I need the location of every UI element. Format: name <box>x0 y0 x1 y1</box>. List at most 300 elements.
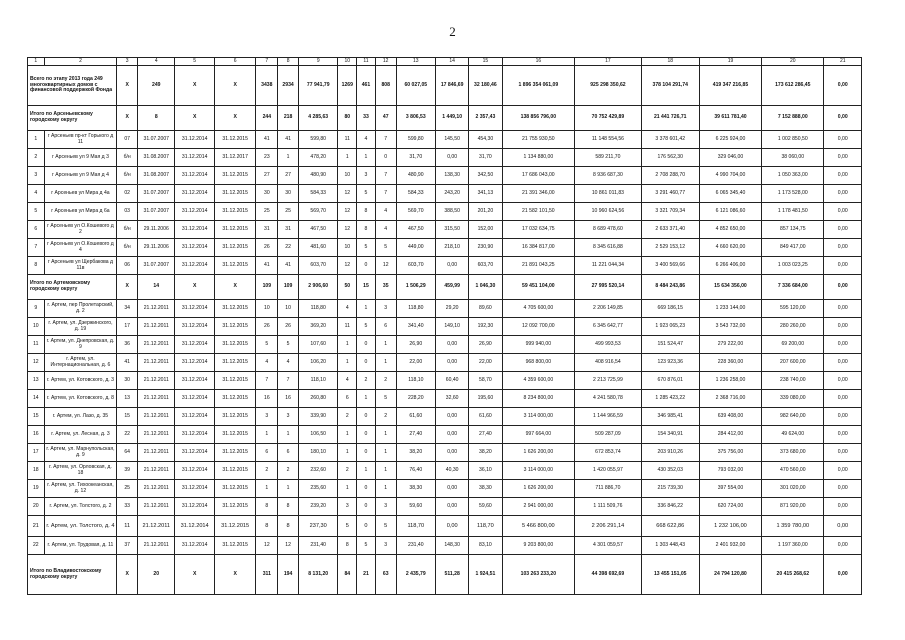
table-cell: 38,30 <box>396 480 435 498</box>
table-cell: 59,60 <box>396 498 435 516</box>
table-cell: X <box>175 555 214 595</box>
table-cell: 478,20 <box>298 149 337 167</box>
table-cell: 06 <box>117 257 138 275</box>
table-cell: 29.11.2006 <box>138 221 175 239</box>
table-cell: 31.12.2015 <box>214 318 256 336</box>
table-cell: 138 856 796,00 <box>502 106 575 131</box>
table-cell: 336 846,22 <box>641 498 699 516</box>
table-cell: 31.12.2015 <box>214 516 256 537</box>
table-cell: 0,00 <box>824 203 862 221</box>
table-cell: 7 <box>375 167 396 185</box>
table-cell: 10 861 011,83 <box>575 185 641 203</box>
table-cell: 7 <box>278 372 299 390</box>
table-cell: 21 582 101,50 <box>502 203 575 221</box>
table-cell: 32,60 <box>436 390 469 408</box>
table-cell: 584,33 <box>396 185 435 203</box>
table-cell: 0 <box>357 444 376 462</box>
table-cell: 31.12.2014 <box>175 537 214 555</box>
housing-program-table <box>27 57 862 595</box>
table-cell: 481,60 <box>298 239 337 257</box>
table-cell: 0,00 <box>436 354 469 372</box>
table-cell: 215 739,30 <box>641 480 699 498</box>
table-cell: 22 <box>278 239 299 257</box>
table-cell: 31.12.2015 <box>214 498 256 516</box>
table-cell: 1 <box>338 354 357 372</box>
table-cell: 670 876,01 <box>641 372 699 390</box>
table-cell: 569,70 <box>298 203 337 221</box>
table-cell: 24 794 120,80 <box>699 555 761 595</box>
table-cell: 59,60 <box>469 498 502 516</box>
table-cell: 22 <box>117 426 138 444</box>
table-cell: 31.12.2014 <box>175 203 214 221</box>
table-cell: б/н <box>117 149 138 167</box>
table-cell: 31.07.2007 <box>138 185 175 203</box>
table-cell: 36,10 <box>469 462 502 480</box>
column-number: 20 <box>762 58 824 66</box>
table-cell: 1 285 423,22 <box>641 390 699 408</box>
table-cell: 21.12.2011 <box>138 372 175 390</box>
table-cell: 584,33 <box>298 185 337 203</box>
table-cell: 0,00 <box>436 408 469 426</box>
table-cell: 0,00 <box>824 462 862 480</box>
table-cell: 21.12.2011 <box>138 480 175 498</box>
column-number: 9 <box>298 58 337 66</box>
table-cell: 3 114 000,00 <box>502 408 575 426</box>
table-cell: 2 357,43 <box>469 106 502 131</box>
table-cell: 0,00 <box>824 537 862 555</box>
table-cell: 31.12.2014 <box>175 167 214 185</box>
column-number: 5 <box>175 58 214 66</box>
table-cell: 459,99 <box>436 275 469 300</box>
table-cell: X <box>214 106 256 131</box>
table-cell: 13 <box>117 390 138 408</box>
table-cell: 76,40 <box>396 462 435 480</box>
table-cell: 5 <box>357 239 376 257</box>
table-cell: 968 800,00 <box>502 354 575 372</box>
table-cell: 21 755 930,50 <box>502 131 575 149</box>
house-address: г Арсеньев ул Мира д 4а <box>44 185 117 203</box>
table-cell: 1 233 144,00 <box>699 300 761 318</box>
table-cell: 201,20 <box>469 203 502 221</box>
table-cell: 480,90 <box>396 167 435 185</box>
table-cell: 480,90 <box>298 167 337 185</box>
table-cell: 31.12.2014 <box>175 336 214 354</box>
table-cell: 668 622,86 <box>641 516 699 537</box>
house-address: г Арсеньев ул Мира д 6а <box>44 203 117 221</box>
table-cell: 1 <box>375 444 396 462</box>
table-cell: 408 916,54 <box>575 354 641 372</box>
column-number: 10 <box>338 58 357 66</box>
table-cell: 103 263 233,20 <box>502 555 575 595</box>
table-cell: б/н <box>117 167 138 185</box>
table-cell: 397 554,00 <box>699 480 761 498</box>
table-cell: 21 391 346,00 <box>502 185 575 203</box>
table-cell: 50 <box>338 275 357 300</box>
table-cell: 793 032,00 <box>699 462 761 480</box>
table-cell: 8 484 243,86 <box>641 275 699 300</box>
table-cell: 16 <box>256 390 278 408</box>
column-number: 8 <box>278 58 299 66</box>
table-cell: 109 <box>256 275 278 300</box>
table-cell: 997 664,00 <box>502 426 575 444</box>
table-cell: 29.11.2006 <box>138 239 175 257</box>
table-cell: 2 <box>278 462 299 480</box>
table-cell: 31 <box>256 221 278 239</box>
table-cell: 871 920,00 <box>762 498 824 516</box>
table-cell: 4 <box>357 131 376 149</box>
table-cell: 373 680,00 <box>762 444 824 462</box>
table-cell: 107,60 <box>298 336 337 354</box>
subtotal-row <box>28 275 862 300</box>
table-cell: 47 <box>375 106 396 131</box>
row-number: 5 <box>28 203 45 221</box>
table-cell: X <box>214 555 256 595</box>
table-cell: 1 <box>256 480 278 498</box>
table-cell: 280 260,00 <box>762 318 824 336</box>
table-cell: 83,10 <box>469 537 502 555</box>
table-cell: 31 <box>278 221 299 239</box>
table-row <box>28 354 862 372</box>
table-cell: 1 173 528,00 <box>762 185 824 203</box>
table-cell: 27 <box>256 167 278 185</box>
table-cell: 21.12.2011 <box>138 390 175 408</box>
table-cell: 38,30 <box>469 480 502 498</box>
table-cell: 26,90 <box>396 336 435 354</box>
table-cell: 857 134,75 <box>762 221 824 239</box>
row-number: 10 <box>28 318 45 336</box>
table-cell: 36 <box>117 336 138 354</box>
table-cell: 31.12.2014 <box>175 185 214 203</box>
table-cell: 5 <box>278 336 299 354</box>
table-cell: 31.12.2015 <box>214 239 256 257</box>
table-cell: 8 <box>278 498 299 516</box>
row-number: 21 <box>28 516 45 537</box>
table-cell: 1 449,10 <box>436 106 469 131</box>
table-cell: 25 <box>278 203 299 221</box>
table-cell: 249 <box>138 66 175 106</box>
table-cell: 145,50 <box>436 131 469 149</box>
table-cell: 25 <box>256 203 278 221</box>
table-cell: 2 <box>338 462 357 480</box>
table-cell: 192,30 <box>469 318 502 336</box>
table-cell: 235,60 <box>298 480 337 498</box>
table-row <box>28 167 862 185</box>
table-cell: 31.12.2015 <box>214 480 256 498</box>
table-cell: 31,70 <box>396 149 435 167</box>
table-cell: 21.12.2011 <box>138 537 175 555</box>
table-cell: 2 906,60 <box>298 275 337 300</box>
table-cell: 279 222,00 <box>699 336 761 354</box>
table-cell: 31.08.2007 <box>138 167 175 185</box>
table-cell: 34 <box>117 300 138 318</box>
table-cell: б/н <box>117 239 138 257</box>
table-cell: 11 221 044,34 <box>575 257 641 275</box>
table-cell: 38,20 <box>469 444 502 462</box>
table-cell: 27,40 <box>469 426 502 444</box>
table-row <box>28 516 862 537</box>
table-cell: 244 <box>256 106 278 131</box>
table-cell: 1 <box>278 480 299 498</box>
table-cell: 0,00 <box>824 275 862 300</box>
row-number: 11 <box>28 336 45 354</box>
table-cell: 5 <box>375 239 396 257</box>
table-cell: 0,00 <box>824 106 862 131</box>
table-cell: 589 211,70 <box>575 149 641 167</box>
table-cell: 2 <box>357 372 376 390</box>
table-cell: 467,50 <box>396 221 435 239</box>
table-cell: 38 060,00 <box>762 149 824 167</box>
table-row <box>28 336 862 354</box>
house-address: г. Артем, ул. Толстого, д. 4 <box>44 516 117 537</box>
table-cell: 31.12.2014 <box>175 516 214 537</box>
table-cell: 31.12.2017 <box>214 149 256 167</box>
table-cell: 0,00 <box>824 66 862 106</box>
table-cell: 12 <box>338 185 357 203</box>
table-cell: 31.12.2014 <box>175 300 214 318</box>
table-cell: 595 120,00 <box>762 300 824 318</box>
table-cell: 11 <box>117 516 138 537</box>
table-cell: 31.12.2014 <box>175 408 214 426</box>
table-cell: 346 985,41 <box>641 408 699 426</box>
table-cell: 8 <box>278 516 299 537</box>
table-cell: 31.12.2015 <box>214 300 256 318</box>
row-number: 1 <box>28 131 45 149</box>
table-cell: 26,90 <box>469 336 502 354</box>
table-cell: 218 <box>278 106 299 131</box>
table-cell: 8 <box>338 537 357 555</box>
table-cell: 26 <box>278 318 299 336</box>
table-cell: 454,30 <box>469 131 502 149</box>
table-cell: 0,00 <box>824 390 862 408</box>
table-cell: 21.12.2011 <box>138 408 175 426</box>
table-cell: 231,40 <box>298 537 337 555</box>
table-cell: 31.12.2015 <box>214 354 256 372</box>
table-cell: 1 <box>338 480 357 498</box>
table-cell: 10 <box>256 300 278 318</box>
table-cell: 58,70 <box>469 372 502 390</box>
table-cell: 118,10 <box>396 372 435 390</box>
table-cell: 388,50 <box>436 203 469 221</box>
table-cell: 59 451 104,00 <box>502 275 575 300</box>
table-cell: 1 <box>375 480 396 498</box>
table-cell: 77 941,79 <box>298 66 337 106</box>
table-cell: 5 <box>357 185 376 203</box>
table-cell: 80 <box>338 106 357 131</box>
table-cell: 7 336 684,00 <box>762 275 824 300</box>
table-cell: 21 441 726,71 <box>641 106 699 131</box>
table-cell: 5 <box>375 516 396 537</box>
table-cell: 8 936 687,30 <box>575 167 641 185</box>
table-cell: 31.07.2007 <box>138 257 175 275</box>
table-cell: 33 <box>357 106 376 131</box>
house-address: г. Артем, ул. Толстого, д. 2 <box>44 498 117 516</box>
table-cell: 118,70 <box>396 516 435 537</box>
table-cell: 1 626 200,00 <box>502 480 575 498</box>
table-row <box>28 185 862 203</box>
table-cell: 2 435,79 <box>396 555 435 595</box>
table-cell: 17 <box>117 318 138 336</box>
row-number: 17 <box>28 444 45 462</box>
house-address: г. Артем, ул. Трудовая, д. 11 <box>44 537 117 555</box>
table-cell: 123 923,36 <box>641 354 699 372</box>
column-number: 15 <box>469 58 502 66</box>
column-number: 21 <box>824 58 862 66</box>
table-cell: 61,60 <box>469 408 502 426</box>
table-cell: 0,00 <box>824 257 862 275</box>
table-cell: 5 466 800,00 <box>502 516 575 537</box>
table-cell: 603,70 <box>469 257 502 275</box>
table-cell: 109 <box>278 275 299 300</box>
table-cell: 499 993,53 <box>575 336 641 354</box>
table-cell: 5 <box>375 390 396 408</box>
table-cell: 1 923 065,23 <box>641 318 699 336</box>
table-cell: 31.08.2007 <box>138 149 175 167</box>
table-cell: 378 104 291,74 <box>641 66 699 106</box>
house-address: г. Артем, ул. Интернациональная, д. 6 <box>44 354 117 372</box>
table-cell: 0,00 <box>436 257 469 275</box>
table-cell: 30 <box>256 185 278 203</box>
table-cell: 1 506,29 <box>396 275 435 300</box>
table-cell: 3 114 000,00 <box>502 462 575 480</box>
table-cell: 31.12.2015 <box>214 537 256 555</box>
table-cell: 44 398 692,69 <box>575 555 641 595</box>
table-cell: 6 <box>375 318 396 336</box>
table-cell: 0,00 <box>824 336 862 354</box>
table-cell: 21.12.2011 <box>138 354 175 372</box>
table-cell: 369,20 <box>298 318 337 336</box>
row-number: 22 <box>28 537 45 555</box>
table-cell: 12 <box>278 537 299 555</box>
table-cell: 138,30 <box>436 167 469 185</box>
table-cell: 0 <box>357 257 376 275</box>
table-cell: 106,20 <box>298 354 337 372</box>
table-cell: 31.12.2015 <box>214 131 256 149</box>
table-cell: 12 <box>338 257 357 275</box>
table-cell: 148,30 <box>436 537 469 555</box>
table-cell: 672 853,74 <box>575 444 641 462</box>
table-row <box>28 498 862 516</box>
table-row <box>28 203 862 221</box>
table-cell: 339,90 <box>298 408 337 426</box>
table-cell: 3 <box>278 408 299 426</box>
row-number: 15 <box>28 408 45 426</box>
table-cell: 218,10 <box>436 239 469 257</box>
table-cell: 1 <box>338 336 357 354</box>
table-cell: 1 178 481,50 <box>762 203 824 221</box>
table-cell: 64 <box>117 444 138 462</box>
table-cell: 118,70 <box>469 516 502 537</box>
table-cell: 0,00 <box>436 336 469 354</box>
table-cell: 7 152 888,00 <box>762 106 824 131</box>
table-cell: 21.12.2011 <box>138 444 175 462</box>
table-cell: 106,50 <box>298 426 337 444</box>
table-cell: 118,80 <box>298 300 337 318</box>
table-cell: 2 633 371,40 <box>641 221 699 239</box>
table-cell: 315,50 <box>436 221 469 239</box>
table-cell: 15 634 356,00 <box>699 275 761 300</box>
table-cell: 231,40 <box>396 537 435 555</box>
table-cell: 2 368 716,00 <box>699 390 761 408</box>
table-cell: 25 <box>117 480 138 498</box>
house-address: г Арсеньев ул 9 Мая д 4 <box>44 167 117 185</box>
table-cell: 118,80 <box>396 300 435 318</box>
table-cell: 4 <box>375 221 396 239</box>
row-number: 2 <box>28 149 45 167</box>
table-cell: 4 705 600,00 <box>502 300 575 318</box>
table-cell: 0 <box>375 149 396 167</box>
table-cell: 239,20 <box>298 498 337 516</box>
table-cell: 17 846,69 <box>436 66 469 106</box>
table-cell: 4 301 059,57 <box>575 537 641 555</box>
table-cell: 0,00 <box>436 480 469 498</box>
table-cell: X <box>117 66 138 106</box>
table-cell: 284 412,00 <box>699 426 761 444</box>
table-cell: 17 032 634,75 <box>502 221 575 239</box>
table-cell: 4 241 580,78 <box>575 390 641 408</box>
table-cell: 0 <box>357 516 376 537</box>
table-cell: 0,00 <box>436 444 469 462</box>
table-cell: 3 <box>375 498 396 516</box>
table-cell: 1 144 966,59 <box>575 408 641 426</box>
table-cell: 4 <box>338 300 357 318</box>
table-cell: 60,40 <box>436 372 469 390</box>
table-cell: 195,60 <box>469 390 502 408</box>
table-row <box>28 462 862 480</box>
table-row <box>28 149 862 167</box>
table-cell: 0,00 <box>436 426 469 444</box>
table-cell: 0,00 <box>824 300 862 318</box>
column-number: 6 <box>214 58 256 66</box>
table-cell: 70 752 429,89 <box>575 106 641 131</box>
table-cell: 15 <box>357 275 376 300</box>
house-address: г. Артем, пер Пролетарский, д. 2 <box>44 300 117 318</box>
table-cell: 26 <box>256 239 278 257</box>
table-cell: 339 080,00 <box>762 390 824 408</box>
table-cell: 31.12.2014 <box>175 444 214 462</box>
table-cell: 5 <box>357 537 376 555</box>
column-number-row <box>28 58 862 66</box>
table-cell: 41 <box>256 131 278 149</box>
table-cell: 21.12.2011 <box>138 336 175 354</box>
table-cell: 4 990 704,00 <box>699 167 761 185</box>
table-cell: 4 <box>256 354 278 372</box>
table-cell: X <box>117 106 138 131</box>
table-cell: 31.12.2015 <box>214 336 256 354</box>
table-cell: 31.12.2015 <box>214 408 256 426</box>
table-cell: 152,00 <box>469 221 502 239</box>
table-cell: 21.12.2011 <box>138 462 175 480</box>
table-cell: 3 400 569,66 <box>641 257 699 275</box>
column-number: 3 <box>117 58 138 66</box>
column-number: 14 <box>436 58 469 66</box>
table-row <box>28 537 862 555</box>
table-cell: 6 266 406,00 <box>699 257 761 275</box>
table-cell: 3 <box>375 537 396 555</box>
column-number: 11 <box>357 58 376 66</box>
table-cell: 31.12.2015 <box>214 372 256 390</box>
table-cell: 39 <box>117 462 138 480</box>
table-cell: 238 740,00 <box>762 372 824 390</box>
table-row <box>28 318 862 336</box>
house-address: г. Артем, ул. Орловская, д. 18 <box>44 462 117 480</box>
table-cell: 301 020,00 <box>762 480 824 498</box>
table-cell: 3 <box>357 167 376 185</box>
table-cell: 7 <box>256 372 278 390</box>
column-number: 4 <box>138 58 175 66</box>
table-cell: 0 <box>357 498 376 516</box>
table-cell: X <box>214 66 256 106</box>
table-cell: 1 002 850,50 <box>762 131 824 149</box>
